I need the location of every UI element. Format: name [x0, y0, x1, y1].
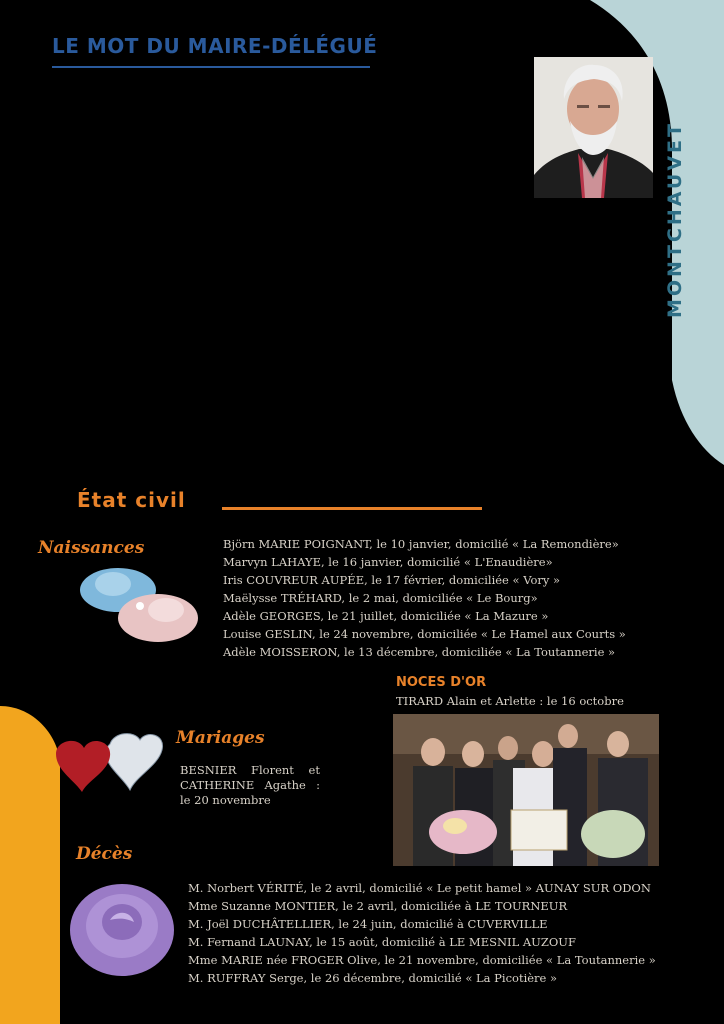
list-item: Maëlysse TRÉHARD, le 2 mai, domiciliée « Le Bourg» [223, 591, 538, 605]
list-item: Louise GESLIN, le 24 novembre, domiciliée « Le Hamel aux Courts » [223, 627, 626, 641]
naissances-heading: Naissances [38, 538, 145, 558]
naissances-list [223, 535, 626, 661]
list-item: Björn MARIE POIGNANT, le 10 janvier, domicilié « La Remondière» [223, 537, 619, 551]
noces-text: TIRARD Alain et Arlette : le 16 octobre [396, 694, 624, 708]
mariage-text: BESNIER Florent et CATHERINE Agathe : le 20 novembre [180, 763, 320, 807]
deces-heading: Décès [76, 844, 133, 864]
list-item: M. RUFFRAY Serge, le 26 décembre, domicilié « La Picotière » [188, 971, 558, 985]
title-underline [52, 66, 370, 68]
deces-list [188, 879, 656, 987]
list-item: Iris COUVREUR AUPÉE, le 17 février, domiciliée « Vory » [223, 573, 561, 587]
etat-civil-title: État civil [77, 488, 186, 512]
mayor-portrait [534, 57, 653, 198]
rose-image [68, 880, 176, 982]
commune-label: MONTCHAUVET [664, 121, 686, 319]
hearts-image [52, 732, 166, 798]
list-item: M. Joël DUCHÂTELLIER, le 24 juin, domicilié à CUVERVILLE [188, 917, 548, 931]
baby-booties-image [78, 560, 198, 650]
list-item: Mme Suzanne MONTIER, le 2 avril, domiciliée à LE TOURNEUR [188, 899, 568, 913]
list-item: Marvyn LAHAYE, le 16 janvier, domicilié « L'Enaudière» [223, 555, 553, 569]
noces-photo [393, 714, 659, 866]
left-band-shape [0, 706, 60, 1024]
mariages-heading: Mariages [176, 728, 265, 748]
page-title: LE MOT DU MAIRE-DÉLÉGUÉ [52, 34, 378, 58]
list-item: M. Norbert VÉRITÉ, le 2 avril, domicilié « Le petit hamel » AUNAY SUR ODON [188, 881, 651, 895]
list-item: Mme MARIE née FROGER Olive, le 21 novembre, domiciliée « La Toutannerie » [188, 953, 656, 967]
list-item: Adèle MOISSERON, le 13 décembre, domiciliée « La Toutannerie » [223, 645, 616, 659]
etat-civil-underline [222, 507, 482, 510]
list-item: Adèle GEORGES, le 21 juillet, domiciliée « La Mazure » [223, 609, 549, 623]
list-item: M. Fernand LAUNAY, le 15 août, domicilié à LE MESNIL AUZOUF [188, 935, 576, 949]
noces-heading: NOCES D'OR [396, 675, 487, 690]
